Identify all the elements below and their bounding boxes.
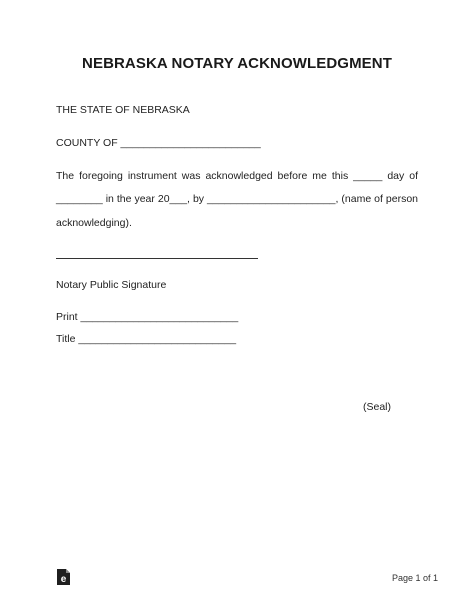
document-title: NEBRASKA NOTARY ACKNOWLEDGMENT: [82, 55, 392, 72]
eforms-logo-icon: [57, 569, 70, 585]
signature-label: Notary Public Signature: [56, 279, 167, 291]
print-line: Print ___________________________: [56, 311, 239, 323]
title-line: Title ___________________________: [56, 333, 237, 345]
acknowledgment-line-1: The foregoing instrument was acknowledged before me this _____ day of: [56, 170, 418, 182]
state-line: THE STATE OF NEBRASKA: [56, 104, 190, 116]
svg-text:e: e: [60, 574, 67, 585]
signature-rule: [56, 258, 258, 259]
seal-label: (Seal): [363, 401, 392, 413]
page-number: Page 1 of 1: [392, 573, 439, 583]
acknowledgment-line-3: acknowledging).: [56, 217, 132, 229]
county-line: COUNTY OF ________________________: [56, 137, 261, 149]
acknowledgment-line-2: ________ in the year 20___, by ______________________, (name of person: [56, 193, 418, 205]
